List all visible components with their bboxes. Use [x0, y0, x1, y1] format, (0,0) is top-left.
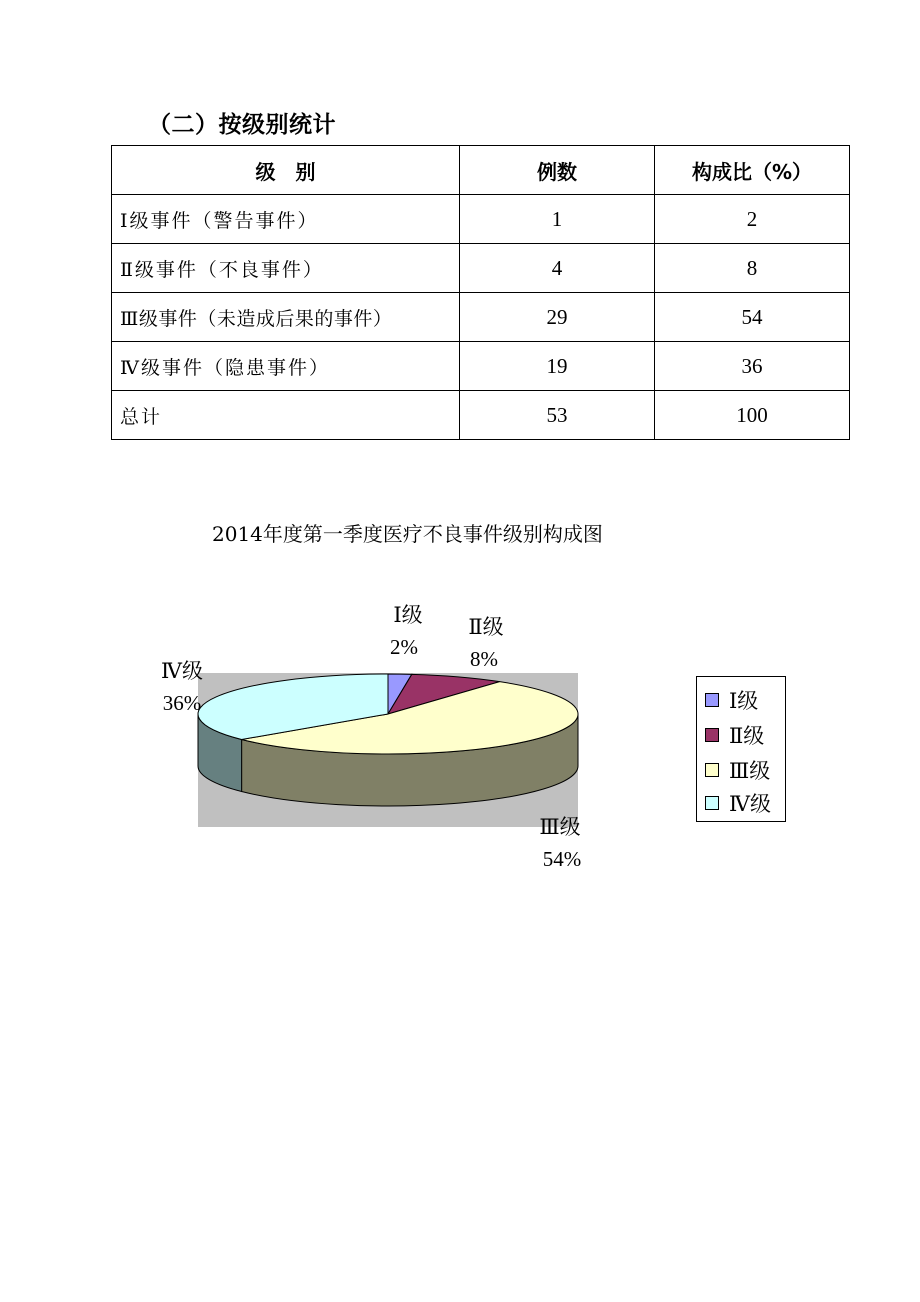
- ratio-cell: 54: [655, 293, 850, 342]
- slice-label-value: 2%: [390, 635, 418, 659]
- ratio-cell: 36: [655, 342, 850, 391]
- ratio-cell: 100: [655, 391, 850, 440]
- legend-label: Ⅱ级: [729, 724, 765, 748]
- legend-swatch: [705, 763, 719, 777]
- level-cell: Ⅳ级事件（隐患事件）: [112, 342, 460, 391]
- legend-label: Ⅲ级: [729, 759, 771, 783]
- level-cell: Ⅲ级事件（未造成后果的事件）: [112, 293, 460, 342]
- slice-label-value: 54%: [542, 847, 582, 871]
- legend-swatch: [705, 693, 719, 707]
- pie-tops: [198, 674, 578, 754]
- legend-swatch: [705, 728, 719, 742]
- legend-label: Ⅰ级: [729, 689, 759, 713]
- slice-label-value: 8%: [470, 647, 498, 671]
- count-cell: 4: [460, 244, 655, 293]
- level-cell: Ⅱ级事件（不良事件）: [112, 244, 460, 293]
- level-cell: 总计: [112, 391, 460, 440]
- section-heading: （二）按级别统计: [148, 112, 336, 138]
- ratio-cell: 2: [655, 195, 850, 244]
- header-ratio: 构成比（%）: [655, 146, 850, 195]
- slice-label-name: Ⅲ级: [539, 815, 581, 839]
- legend-item: [705, 757, 770, 783]
- header-level: 级 别: [112, 146, 460, 195]
- level-cell: Ⅰ级事件（警告事件）: [112, 195, 460, 244]
- ratio-cell: 8: [655, 244, 850, 293]
- legend-item: [705, 790, 771, 816]
- count-cell: 53: [460, 391, 655, 440]
- slice-label-name: Ⅰ级: [393, 603, 423, 627]
- chart-title: 2014年度第一季度医疗不良事件级别构成图: [212, 522, 603, 546]
- count-cell: 19: [460, 342, 655, 391]
- header-count: 例数: [460, 146, 655, 195]
- slice-label-name: Ⅳ级: [161, 659, 203, 683]
- slice-label-name: Ⅱ级: [468, 615, 504, 639]
- legend-label: Ⅳ级: [729, 792, 771, 816]
- legend-item: [705, 687, 758, 713]
- slice-label-value: 36%: [162, 691, 202, 715]
- count-cell: 1: [460, 195, 655, 244]
- chart-legend: [696, 676, 786, 822]
- count-cell: 29: [460, 293, 655, 342]
- legend-swatch: [705, 796, 719, 810]
- legend-item: [705, 722, 764, 748]
